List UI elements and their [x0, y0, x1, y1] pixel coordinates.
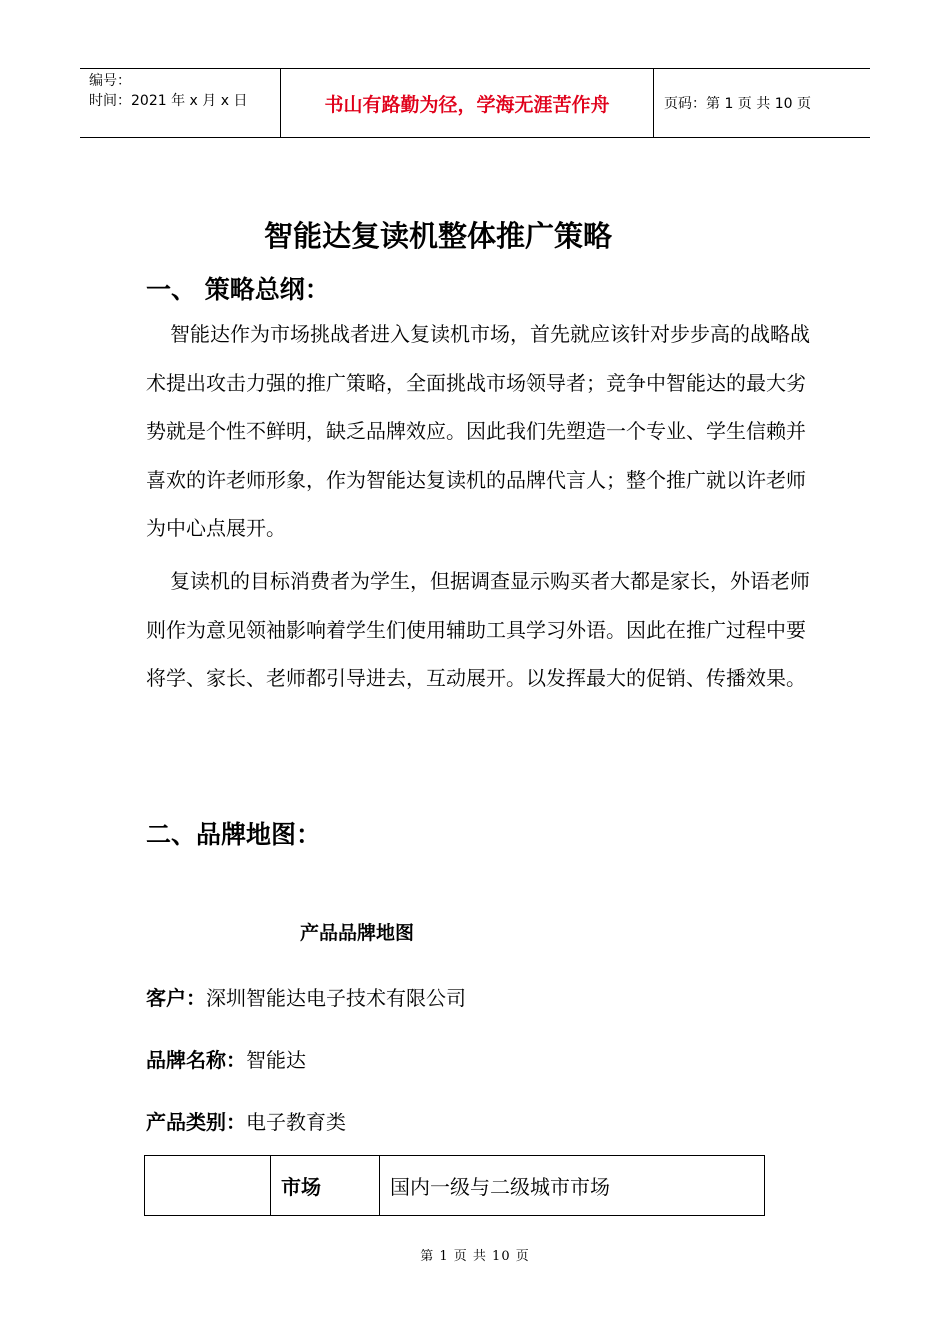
- market-table: [144, 1155, 765, 1216]
- paragraph-2: 复读机的目标消费者为学生，但据调查显示购买者大都是家长，外语老师则作为意见领袖影响着学生们使用辅助工具学习外语。因此在推广过程中要将学、家长、老师都引导进去，互动展开。以发挥最大的促销、传播效果。: [146, 569, 810, 691]
- category-value: 电子教育类: [246, 1110, 346, 1134]
- section-heading-2: 二、品牌地图：: [146, 820, 322, 849]
- header-page-info: 页码：第 1 页 共 10 页: [664, 96, 811, 112]
- page-footer: 第 1 页 共 10 页: [420, 1249, 530, 1264]
- header-table: [80, 68, 870, 138]
- document-title: 智能达复读机整体推广策略: [263, 219, 612, 253]
- number-label: 编号：: [89, 73, 131, 89]
- table-cell-empty: [145, 1156, 271, 1216]
- client-field: [146, 982, 466, 1011]
- table-row: [145, 1156, 765, 1216]
- brand-field: [146, 1044, 306, 1073]
- category-field: [146, 1106, 346, 1135]
- paragraph-1: 智能达作为市场挑战者进入复读机市场，首先就应该针对步步高的战略战术提出攻击力强的推广策略，全面挑战市场领导者；竞争中智能达的最大劣势就是个性不鲜明，缺乏品牌效应。因此我们先塑造一个专业、学生信赖并喜欢的许老师形象，作为智能达复读机的品牌代言人；整个推广就以许老师为中心点展开。: [146, 322, 810, 541]
- header-meta: [80, 69, 281, 137]
- header-motto: 书山有路勤为径，学海无涯苦作舟: [281, 69, 654, 137]
- subheading: 产品品牌地图: [300, 922, 415, 944]
- section-heading-1: 一、 策略总纲：: [146, 275, 330, 304]
- date-label: 时间：2021 年 x 月 x 日: [89, 93, 248, 109]
- category-label: 产品类别：: [146, 1110, 246, 1134]
- table-cell-market-value: 国内一级与二级城市市场: [380, 1156, 765, 1216]
- brand-label: 品牌名称：: [146, 1048, 246, 1072]
- client-value: 深圳智能达电子技术有限公司: [206, 986, 466, 1010]
- brand-value: 智能达: [246, 1048, 306, 1072]
- table-cell-market-label: 市场: [271, 1156, 380, 1216]
- client-label: 客户：: [146, 986, 206, 1010]
